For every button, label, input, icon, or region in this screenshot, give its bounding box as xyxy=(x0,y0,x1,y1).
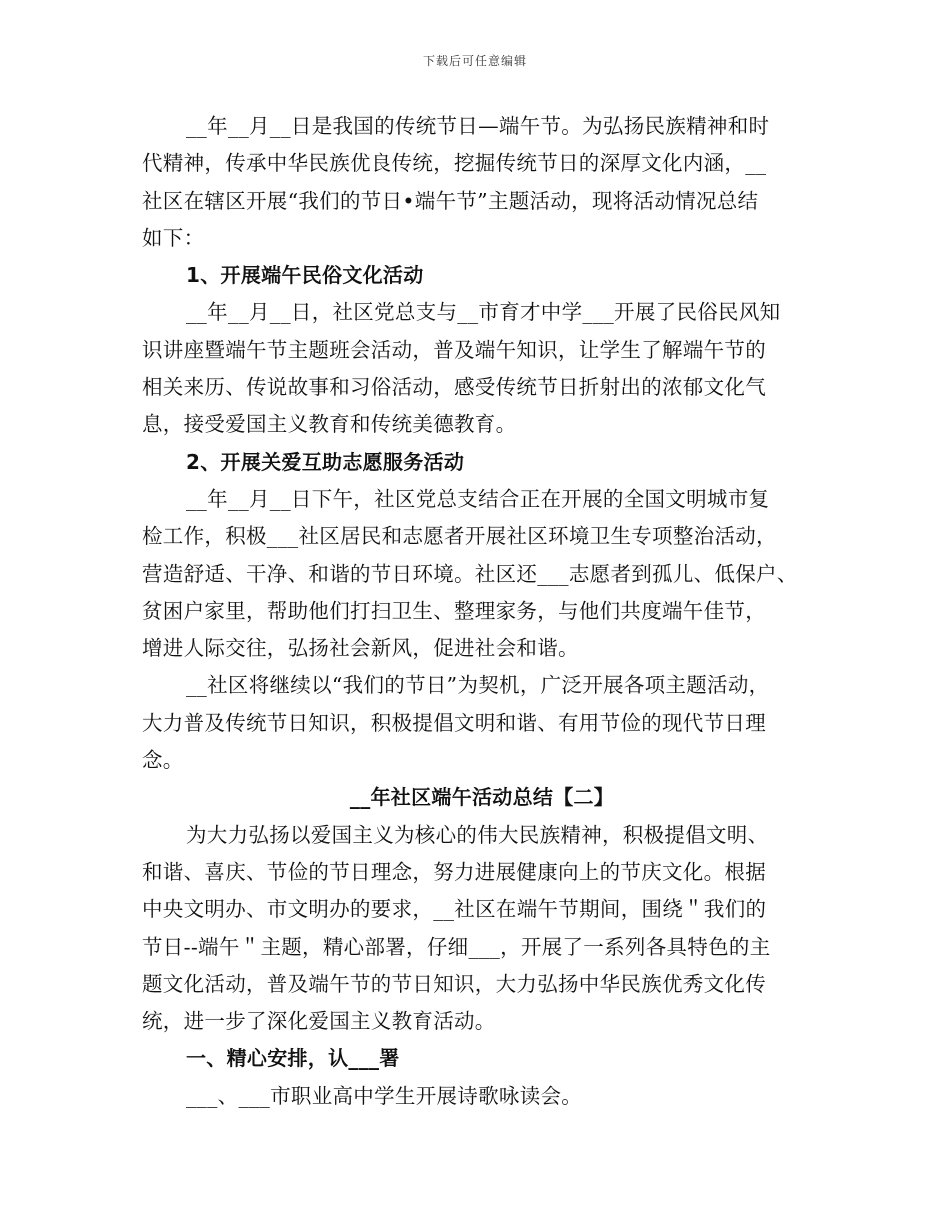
section-heading: 一、精心安排，认___署 xyxy=(186,1046,400,1071)
paragraph-line: __年__月__日下午，社区党总支结合正在开展的全国文明城市复 xyxy=(186,486,770,511)
paragraph-line: 和谐、喜庆、节俭的节日理念，努力进展健康向上的节庆文化。根据 xyxy=(142,859,766,884)
paragraph-line: 营造舒适、干净、和谐的节日环境。社区还___志愿者到孤儿、低保户、 xyxy=(142,561,798,586)
paragraph-line: __年__月__日，社区党总支与__市育才中学___开展了民俗民风知 xyxy=(186,300,781,325)
page-header: 下载后可任意编辑 xyxy=(422,54,527,68)
paragraph-line: 统，进一步了深化爱国主义教育活动。 xyxy=(142,1009,496,1034)
paragraph-line: __社区将继续以“我们的节日”为契机，广泛开展各项主题活动， xyxy=(186,673,770,698)
paragraph-line: 代精神，传承中华民族优良传统，挖掘传统节日的深厚文化内涵，__ xyxy=(142,151,767,176)
paragraph-line: 题文化活动，普及端午节的节日知识，大力弘扬中华民族优秀文化传 xyxy=(142,971,766,996)
paragraph-line: 识讲座暨端午节主题班会活动，普及端午知识，让学生了解端午节的 xyxy=(142,337,766,362)
document-subtitle: __年社区端午活动总结【二】 xyxy=(349,785,615,810)
document-body xyxy=(142,108,822,1115)
paragraph-line: 为大力弘扬以爱国主义为核心的伟大民族精神，积极提倡文明、 xyxy=(186,822,769,847)
paragraph-line: 检工作，积极___社区居民和志愿者开展社区环境卫生专项整治活动， xyxy=(142,524,777,549)
paragraph-line: 大力普及传统节日知识，积极提倡文明和谐、有用节俭的现代节日理 xyxy=(142,710,766,735)
paragraph-line: 相关来历、传说故事和习俗活动，感受传统节日折射出的浓郁文化气 xyxy=(142,375,766,400)
paragraph-line: ___、___市职业高中学生开展诗歌咏读会。 xyxy=(186,1083,583,1108)
section-heading: 2、开展关爱互助志愿服务活动 xyxy=(186,449,465,474)
paragraph-line: __年__月__日是我国的传统节日—端午节。为弘扬民族精神和时 xyxy=(186,114,770,138)
paragraph-line: 节日--端午＂主题，精心部署，仔细___，开展了一系列各具特色的主 xyxy=(142,934,771,959)
paragraph-line: 增进人际交往，弘扬社会新风，促进社会和谐。 xyxy=(142,636,579,661)
paragraph-line: 社区在辖区开展“我们的节日•端午节”主题活动，现将活动情况总结 xyxy=(142,188,759,213)
paragraph-line: 念。 xyxy=(142,748,184,773)
paragraph-line: 如下： xyxy=(142,225,205,250)
paragraph-line: 中央文明办、市文明办的要求，__社区在端午节期间，围绕＂我们的 xyxy=(142,897,767,922)
paragraph-line: 息，接受爱国主义教育和传统美德教育。 xyxy=(142,412,517,437)
section-heading: 1、开展端午民俗文化活动 xyxy=(186,263,424,288)
paragraph-line: 贫困户家里，帮助他们打扫卫生、整理家务，与他们共度端午佳节， xyxy=(142,598,766,623)
